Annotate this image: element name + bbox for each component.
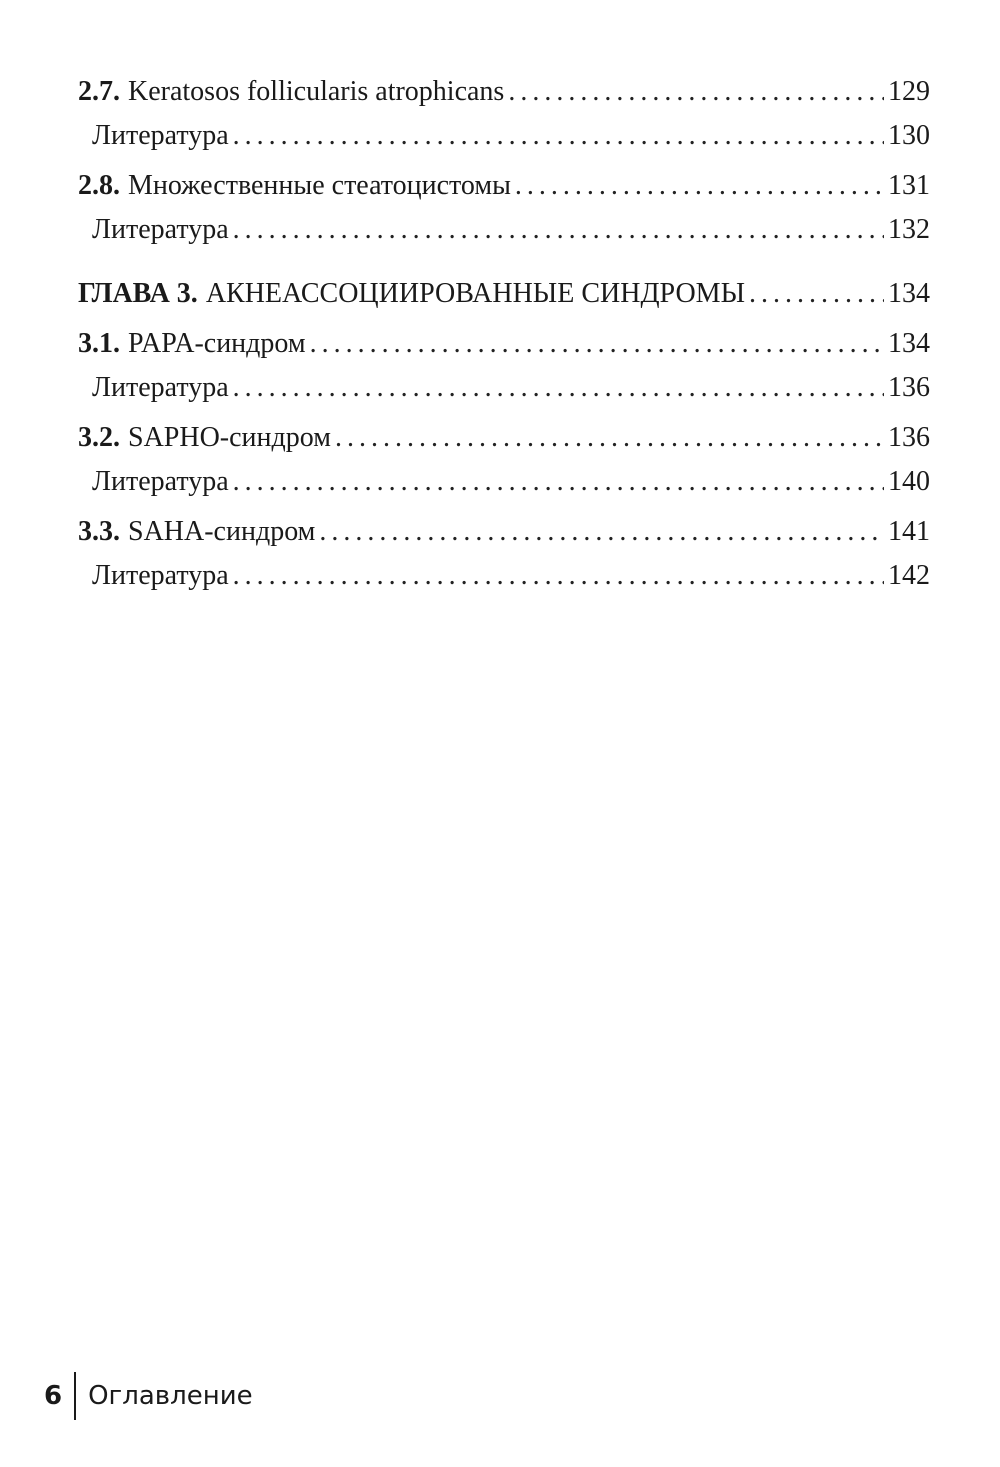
toc-entry (78, 510, 930, 554)
dot-leader (515, 164, 884, 208)
toc-entry-title: Литература (92, 466, 229, 497)
toc-entry-page: 136 (888, 422, 930, 453)
dot-leader (233, 366, 884, 410)
toc-entry-page: 142 (888, 560, 930, 591)
toc-entry-title: Литература (92, 214, 229, 245)
toc-entry (78, 114, 930, 158)
dot-leader (233, 460, 884, 504)
toc-entry-number: 2.8. (78, 170, 120, 201)
toc-entry (78, 460, 930, 504)
toc-entry (78, 366, 930, 410)
toc-entry-title: SAPHO-синдром (128, 422, 331, 453)
toc-entry-title: Литература (92, 120, 229, 151)
toc-chapter-page: 134 (888, 278, 930, 309)
dot-leader (310, 322, 884, 366)
toc-entry (78, 554, 930, 598)
table-of-contents (78, 70, 930, 598)
page-number: 6 (44, 1381, 63, 1411)
toc-entry-title: Keratosos follicularis atrophicans (128, 76, 505, 107)
dot-leader (319, 510, 884, 554)
toc-entry-page: 130 (888, 120, 930, 151)
toc-entry-title: Литература (92, 372, 229, 403)
toc-entry-title: PAPA-синдром (128, 328, 306, 359)
toc-entry-page: 140 (888, 466, 930, 497)
toc-entry (78, 322, 930, 366)
toc-entry (78, 208, 930, 252)
toc-entry-title: Множественные стеатоцистомы (128, 170, 511, 201)
dot-leader (233, 114, 884, 158)
page-footer (44, 1374, 253, 1418)
toc-entry-page: 141 (888, 516, 930, 547)
footer-section-title: Оглавление (88, 1381, 253, 1411)
toc-entry-page: 129 (888, 76, 930, 107)
dot-leader (508, 70, 884, 114)
footer-divider (74, 1372, 76, 1420)
dot-leader (335, 416, 884, 460)
dot-leader (233, 208, 884, 252)
toc-entry-number: 3.3. (78, 516, 120, 547)
toc-entry-page: 134 (888, 328, 930, 359)
toc-entry-number: 2.7. (78, 76, 120, 107)
toc-entry-page: 131 (888, 170, 930, 201)
toc-chapter-title: АКНЕАССОЦИИРОВАННЫЕ СИНДРОМЫ (205, 278, 745, 309)
dot-leader (749, 272, 884, 316)
toc-chapter (78, 272, 930, 316)
dot-leader (233, 554, 884, 598)
toc-entry-page: 132 (888, 214, 930, 245)
toc-entry (78, 416, 930, 460)
toc-entry-title: Литература (92, 560, 229, 591)
toc-entry (78, 70, 930, 114)
toc-entry-title: SAHA-синдром (128, 516, 316, 547)
toc-entry-number: 3.2. (78, 422, 120, 453)
toc-chapter-number: ГЛАВА 3. (78, 278, 198, 309)
toc-entry (78, 164, 930, 208)
toc-entry-page: 136 (888, 372, 930, 403)
toc-entry-number: 3.1. (78, 328, 120, 359)
